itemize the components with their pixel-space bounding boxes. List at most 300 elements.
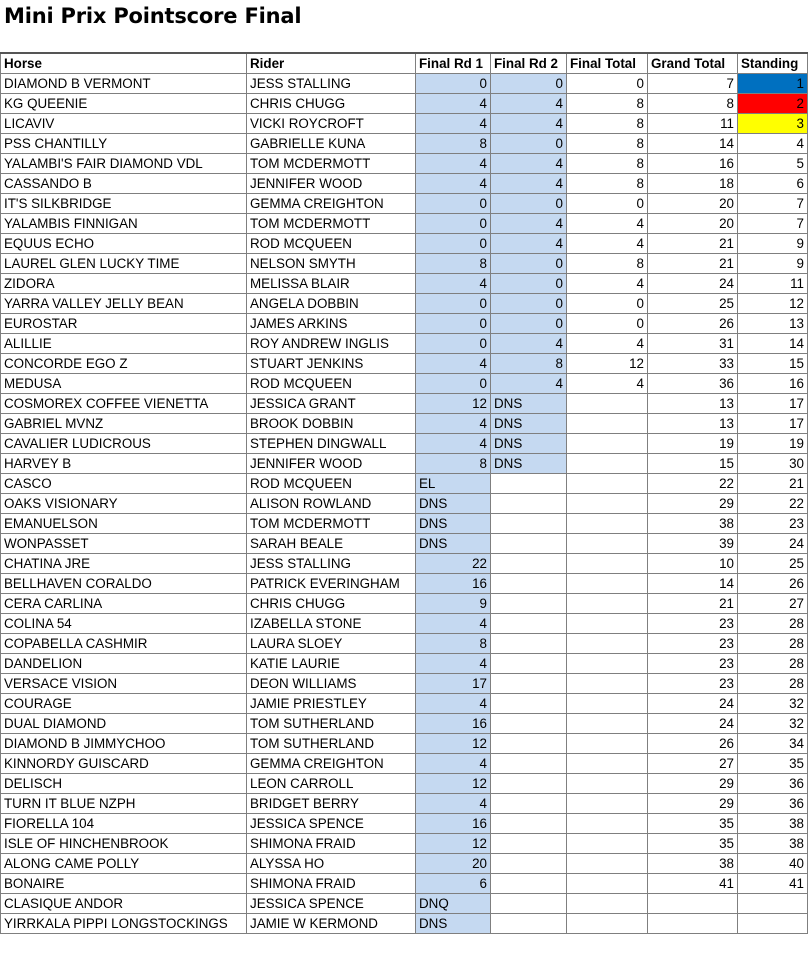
table-row: [1, 434, 808, 454]
table-row: [1, 574, 808, 594]
cell-grand-total: 29: [648, 794, 738, 814]
cell-standing: 17: [738, 414, 808, 434]
table-row: [1, 314, 808, 334]
cell-final-rd-1: DNQ: [416, 894, 491, 914]
cell-grand-total: 33: [648, 354, 738, 374]
cell-horse: KG QUEENIE: [1, 94, 247, 114]
table-row: [1, 534, 808, 554]
cell-standing: 34: [738, 734, 808, 754]
cell-rider: JESSICA SPENCE: [247, 894, 416, 914]
cell-final-rd-1: 12: [416, 774, 491, 794]
cell-horse: BONAIRE: [1, 874, 247, 894]
cell-final-total: 8: [567, 94, 648, 114]
cell-standing: 9: [738, 254, 808, 274]
cell-standing: 23: [738, 514, 808, 534]
table-row: [1, 194, 808, 214]
cell-standing: 21: [738, 474, 808, 494]
cell-horse: DIAMOND B VERMONT: [1, 74, 247, 94]
cell-final-rd-2: 0: [491, 254, 567, 274]
cell-final-total: 8: [567, 174, 648, 194]
cell-final-rd-1: DNS: [416, 494, 491, 514]
cell-final-rd-2: [491, 694, 567, 714]
cell-final-total: 0: [567, 74, 648, 94]
cell-standing: 15: [738, 354, 808, 374]
cell-grand-total: 23: [648, 674, 738, 694]
cell-horse: COSMOREX COFFEE VIENETTA: [1, 394, 247, 414]
cell-final-rd-1: 16: [416, 574, 491, 594]
cell-grand-total: 24: [648, 694, 738, 714]
cell-horse: CASSANDO B: [1, 174, 247, 194]
cell-horse: YARRA VALLEY JELLY BEAN: [1, 294, 247, 314]
cell-grand-total: 38: [648, 514, 738, 534]
cell-standing: 38: [738, 814, 808, 834]
cell-final-rd-1: 0: [416, 194, 491, 214]
cell-standing: 28: [738, 654, 808, 674]
cell-final-total: [567, 594, 648, 614]
table-row: [1, 774, 808, 794]
cell-final-rd-2: 4: [491, 334, 567, 354]
cell-final-total: 4: [567, 234, 648, 254]
table-row: [1, 354, 808, 374]
cell-standing: 28: [738, 674, 808, 694]
cell-rider: ROD MCQUEEN: [247, 474, 416, 494]
cell-standing: 36: [738, 774, 808, 794]
cell-horse: MEDUSA: [1, 374, 247, 394]
cell-horse: DELISCH: [1, 774, 247, 794]
cell-horse: FIORELLA 104: [1, 814, 247, 834]
cell-grand-total: 38: [648, 854, 738, 874]
cell-final-total: [567, 694, 648, 714]
cell-final-rd-2: DNS: [491, 414, 567, 434]
cell-grand-total: 24: [648, 714, 738, 734]
cell-grand-total: 8: [648, 94, 738, 114]
cell-grand-total: 21: [648, 254, 738, 274]
cell-final-rd-1: 0: [416, 334, 491, 354]
col-header-grand-total: Grand Total: [648, 53, 738, 74]
cell-final-total: 0: [567, 194, 648, 214]
cell-rider: LAURA SLOEY: [247, 634, 416, 654]
cell-final-rd-1: 0: [416, 234, 491, 254]
cell-grand-total: 20: [648, 214, 738, 234]
cell-horse: COPABELLA CASHMIR: [1, 634, 247, 654]
cell-final-rd-1: 8: [416, 134, 491, 154]
cell-final-rd-1: 4: [416, 154, 491, 174]
table-row: [1, 814, 808, 834]
cell-final-rd-1: 22: [416, 554, 491, 574]
cell-final-rd-1: 0: [416, 374, 491, 394]
cell-rider: JENNIFER WOOD: [247, 454, 416, 474]
cell-final-total: [567, 554, 648, 574]
cell-standing: 9: [738, 234, 808, 254]
cell-final-total: [567, 654, 648, 674]
table-row: [1, 554, 808, 574]
cell-rider: TOM MCDERMOTT: [247, 214, 416, 234]
table-row: [1, 454, 808, 474]
table-row: [1, 254, 808, 274]
cell-final-total: [567, 914, 648, 934]
cell-final-total: 0: [567, 294, 648, 314]
cell-grand-total: 29: [648, 774, 738, 794]
cell-standing: 28: [738, 614, 808, 634]
cell-horse: YALAMBI'S FAIR DIAMOND VDL: [1, 154, 247, 174]
cell-standing: [738, 894, 808, 914]
cell-final-rd-2: DNS: [491, 434, 567, 454]
col-header-standing: Standing: [738, 53, 808, 74]
cell-standing: 40: [738, 854, 808, 874]
cell-grand-total: 23: [648, 634, 738, 654]
cell-final-rd-1: 4: [416, 94, 491, 114]
cell-final-total: 12: [567, 354, 648, 374]
table-row: [1, 214, 808, 234]
cell-final-rd-2: [491, 734, 567, 754]
table-row: [1, 634, 808, 654]
cell-rider: TOM SUTHERLAND: [247, 734, 416, 754]
cell-final-rd-1: 4: [416, 354, 491, 374]
results-table: [0, 52, 808, 934]
cell-final-rd-2: [491, 914, 567, 934]
table-row: [1, 154, 808, 174]
col-header-final-total: Final Total: [567, 53, 648, 74]
cell-final-rd-2: [491, 774, 567, 794]
cell-rider: JAMES ARKINS: [247, 314, 416, 334]
cell-final-total: [567, 454, 648, 474]
cell-rider: ANGELA DOBBIN: [247, 294, 416, 314]
cell-final-rd-1: 4: [416, 434, 491, 454]
cell-final-rd-2: [491, 514, 567, 534]
cell-standing: 5: [738, 154, 808, 174]
col-header-final-rd-1: Final Rd 1: [416, 53, 491, 74]
cell-standing: 22: [738, 494, 808, 514]
cell-standing: 11: [738, 274, 808, 294]
cell-grand-total: [648, 894, 738, 914]
cell-final-rd-2: 4: [491, 214, 567, 234]
cell-rider: JESSICA GRANT: [247, 394, 416, 414]
cell-standing: 35: [738, 754, 808, 774]
cell-horse: DIAMOND B JIMMYCHOO: [1, 734, 247, 754]
cell-final-rd-1: 0: [416, 74, 491, 94]
cell-final-total: 8: [567, 254, 648, 274]
cell-rider: MELISSA BLAIR: [247, 274, 416, 294]
cell-horse: HARVEY B: [1, 454, 247, 474]
table-row: [1, 874, 808, 894]
table-row: [1, 414, 808, 434]
cell-final-rd-1: 0: [416, 214, 491, 234]
cell-rider: TOM SUTHERLAND: [247, 714, 416, 734]
cell-final-rd-1: 9: [416, 594, 491, 614]
table-row: [1, 94, 808, 114]
cell-final-total: [567, 774, 648, 794]
cell-final-rd-1: 16: [416, 814, 491, 834]
col-header-horse: Horse: [1, 53, 247, 74]
cell-standing: 17: [738, 394, 808, 414]
cell-horse: ALILLIE: [1, 334, 247, 354]
cell-final-rd-2: [491, 874, 567, 894]
cell-final-rd-2: [491, 594, 567, 614]
cell-rider: BRIDGET BERRY: [247, 794, 416, 814]
cell-standing: 27: [738, 594, 808, 614]
cell-grand-total: 31: [648, 334, 738, 354]
table-row: [1, 374, 808, 394]
cell-horse: YIRRKALA PIPPI LONGSTOCKINGS: [1, 914, 247, 934]
cell-horse: EQUUS ECHO: [1, 234, 247, 254]
cell-grand-total: 20: [648, 194, 738, 214]
cell-final-total: [567, 474, 648, 494]
cell-final-rd-2: 4: [491, 114, 567, 134]
cell-final-total: [567, 794, 648, 814]
cell-final-rd-2: 4: [491, 94, 567, 114]
cell-horse: EMANUELSON: [1, 514, 247, 534]
cell-final-total: 4: [567, 214, 648, 234]
cell-rider: IZABELLA STONE: [247, 614, 416, 634]
cell-standing: 14: [738, 334, 808, 354]
cell-grand-total: 14: [648, 574, 738, 594]
cell-standing: 38: [738, 834, 808, 854]
cell-standing: [738, 914, 808, 934]
cell-final-rd-2: [491, 894, 567, 914]
cell-standing: 36: [738, 794, 808, 814]
cell-final-rd-1: 4: [416, 414, 491, 434]
cell-grand-total: 13: [648, 394, 738, 414]
cell-rider: GABRIELLE KUNA: [247, 134, 416, 154]
cell-rider: GEMMA CREIGHTON: [247, 194, 416, 214]
cell-grand-total: 18: [648, 174, 738, 194]
cell-grand-total: 10: [648, 554, 738, 574]
cell-standing: 3: [738, 114, 808, 134]
page-title: Mini Prix Pointscore Final: [4, 4, 302, 28]
cell-final-rd-1: 4: [416, 114, 491, 134]
cell-final-rd-2: DNS: [491, 394, 567, 414]
cell-final-total: [567, 434, 648, 454]
cell-final-total: [567, 874, 648, 894]
cell-rider: VICKI ROYCROFT: [247, 114, 416, 134]
cell-standing: 7: [738, 194, 808, 214]
cell-horse: COLINA 54: [1, 614, 247, 634]
cell-grand-total: 11: [648, 114, 738, 134]
cell-final-total: [567, 634, 648, 654]
table-row: [1, 234, 808, 254]
cell-final-rd-2: 0: [491, 294, 567, 314]
cell-final-rd-2: [491, 794, 567, 814]
cell-final-rd-2: [491, 714, 567, 734]
table-row: [1, 514, 808, 534]
col-header-final-rd-2: Final Rd 2: [491, 53, 567, 74]
cell-horse: CERA CARLINA: [1, 594, 247, 614]
cell-final-rd-2: [491, 654, 567, 674]
cell-final-rd-2: 0: [491, 74, 567, 94]
cell-final-rd-2: [491, 534, 567, 554]
cell-rider: PATRICK EVERINGHAM: [247, 574, 416, 594]
table-row: [1, 494, 808, 514]
table-row: [1, 394, 808, 414]
cell-standing: 32: [738, 694, 808, 714]
cell-final-rd-2: [491, 814, 567, 834]
cell-final-rd-1: 4: [416, 754, 491, 774]
cell-grand-total: [648, 914, 738, 934]
table-row: [1, 694, 808, 714]
header-row: [1, 53, 808, 74]
cell-final-rd-2: 0: [491, 134, 567, 154]
cell-standing: 16: [738, 374, 808, 394]
table-row: [1, 474, 808, 494]
table-row: [1, 714, 808, 734]
cell-grand-total: 13: [648, 414, 738, 434]
cell-final-total: 8: [567, 154, 648, 174]
cell-final-rd-2: [491, 854, 567, 874]
cell-horse: TURN IT BLUE NZPH: [1, 794, 247, 814]
cell-rider: TOM MCDERMOTT: [247, 514, 416, 534]
cell-final-rd-1: 8: [416, 634, 491, 654]
cell-grand-total: 35: [648, 834, 738, 854]
cell-final-rd-2: 4: [491, 174, 567, 194]
cell-final-total: [567, 854, 648, 874]
cell-final-total: 4: [567, 374, 648, 394]
cell-rider: ALISON ROWLAND: [247, 494, 416, 514]
cell-final-rd-1: 4: [416, 694, 491, 714]
cell-horse: LICAVIV: [1, 114, 247, 134]
cell-final-rd-2: 0: [491, 314, 567, 334]
cell-horse: ISLE OF HINCHENBROOK: [1, 834, 247, 854]
cell-final-rd-2: 8: [491, 354, 567, 374]
cell-standing: 13: [738, 314, 808, 334]
cell-final-rd-2: 4: [491, 234, 567, 254]
table-row: [1, 654, 808, 674]
table-row: [1, 134, 808, 154]
cell-grand-total: 23: [648, 614, 738, 634]
cell-final-total: [567, 534, 648, 554]
cell-final-total: [567, 394, 648, 414]
cell-rider: DEON WILLIAMS: [247, 674, 416, 694]
table-row: [1, 114, 808, 134]
cell-standing: 24: [738, 534, 808, 554]
table-row: [1, 594, 808, 614]
cell-horse: CASCO: [1, 474, 247, 494]
cell-rider: JESS STALLING: [247, 554, 416, 574]
table-row: [1, 294, 808, 314]
table-row: [1, 754, 808, 774]
cell-final-total: [567, 814, 648, 834]
cell-final-rd-1: DNS: [416, 514, 491, 534]
cell-final-total: 8: [567, 134, 648, 154]
cell-final-rd-1: 0: [416, 314, 491, 334]
cell-final-rd-2: 0: [491, 274, 567, 294]
table-row: [1, 794, 808, 814]
cell-rider: CHRIS CHUGG: [247, 594, 416, 614]
cell-rider: GEMMA CREIGHTON: [247, 754, 416, 774]
cell-horse: YALAMBIS FINNIGAN: [1, 214, 247, 234]
cell-rider: ROY ANDREW INGLIS: [247, 334, 416, 354]
table-row: [1, 274, 808, 294]
cell-rider: SARAH BEALE: [247, 534, 416, 554]
cell-horse: CLASIQUE ANDOR: [1, 894, 247, 914]
cell-horse: DUAL DIAMOND: [1, 714, 247, 734]
cell-rider: ALYSSA HO: [247, 854, 416, 874]
cell-final-rd-2: [491, 554, 567, 574]
cell-rider: STEPHEN DINGWALL: [247, 434, 416, 454]
cell-grand-total: 36: [648, 374, 738, 394]
cell-grand-total: 26: [648, 734, 738, 754]
cell-final-rd-2: [491, 574, 567, 594]
cell-horse: ZIDORA: [1, 274, 247, 294]
cell-rider: LEON CARROLL: [247, 774, 416, 794]
cell-final-rd-1: 4: [416, 174, 491, 194]
cell-final-rd-1: 4: [416, 274, 491, 294]
cell-standing: 41: [738, 874, 808, 894]
cell-final-rd-2: [491, 494, 567, 514]
cell-rider: KATIE LAURIE: [247, 654, 416, 674]
cell-final-rd-2: 4: [491, 154, 567, 174]
cell-final-rd-1: 12: [416, 394, 491, 414]
cell-grand-total: 24: [648, 274, 738, 294]
table-row: [1, 614, 808, 634]
cell-final-rd-1: 20: [416, 854, 491, 874]
cell-standing: 4: [738, 134, 808, 154]
cell-horse: PSS CHANTILLY: [1, 134, 247, 154]
cell-grand-total: 27: [648, 754, 738, 774]
cell-grand-total: 7: [648, 74, 738, 94]
cell-rider: ROD MCQUEEN: [247, 374, 416, 394]
cell-horse: DANDELION: [1, 654, 247, 674]
cell-grand-total: 21: [648, 234, 738, 254]
col-header-rider: Rider: [247, 53, 416, 74]
cell-final-total: [567, 514, 648, 534]
table-row: [1, 854, 808, 874]
cell-grand-total: 41: [648, 874, 738, 894]
cell-standing: 25: [738, 554, 808, 574]
cell-standing: 7: [738, 214, 808, 234]
cell-final-rd-2: DNS: [491, 454, 567, 474]
cell-grand-total: 25: [648, 294, 738, 314]
cell-horse: WONPASSET: [1, 534, 247, 554]
cell-standing: 30: [738, 454, 808, 474]
cell-final-total: [567, 494, 648, 514]
cell-grand-total: 29: [648, 494, 738, 514]
cell-final-total: [567, 674, 648, 694]
cell-final-rd-2: 4: [491, 374, 567, 394]
cell-rider: NELSON SMYTH: [247, 254, 416, 274]
cell-standing: 19: [738, 434, 808, 454]
cell-horse: COURAGE: [1, 694, 247, 714]
table-row: [1, 914, 808, 934]
cell-final-rd-1: 4: [416, 794, 491, 814]
cell-horse: EUROSTAR: [1, 314, 247, 334]
cell-final-total: [567, 414, 648, 434]
cell-standing: 12: [738, 294, 808, 314]
cell-final-rd-1: 17: [416, 674, 491, 694]
cell-horse: ALONG CAME POLLY: [1, 854, 247, 874]
cell-rider: JAMIE W KERMOND: [247, 914, 416, 934]
cell-horse: BELLHAVEN CORALDO: [1, 574, 247, 594]
cell-rider: TOM MCDERMOTT: [247, 154, 416, 174]
cell-final-total: [567, 714, 648, 734]
cell-final-rd-1: 8: [416, 254, 491, 274]
cell-horse: OAKS VISIONARY: [1, 494, 247, 514]
cell-final-rd-1: 0: [416, 294, 491, 314]
cell-final-rd-1: 6: [416, 874, 491, 894]
cell-standing: 2: [738, 94, 808, 114]
cell-final-rd-1: 4: [416, 614, 491, 634]
cell-horse: CONCORDE EGO Z: [1, 354, 247, 374]
cell-rider: JAMIE PRIESTLEY: [247, 694, 416, 714]
cell-final-rd-2: [491, 674, 567, 694]
cell-final-rd-1: DNS: [416, 534, 491, 554]
cell-rider: JENNIFER WOOD: [247, 174, 416, 194]
cell-final-total: [567, 574, 648, 594]
cell-grand-total: 16: [648, 154, 738, 174]
cell-final-total: 0: [567, 314, 648, 334]
cell-rider: JESS STALLING: [247, 74, 416, 94]
cell-final-total: 4: [567, 334, 648, 354]
cell-final-total: 8: [567, 114, 648, 134]
